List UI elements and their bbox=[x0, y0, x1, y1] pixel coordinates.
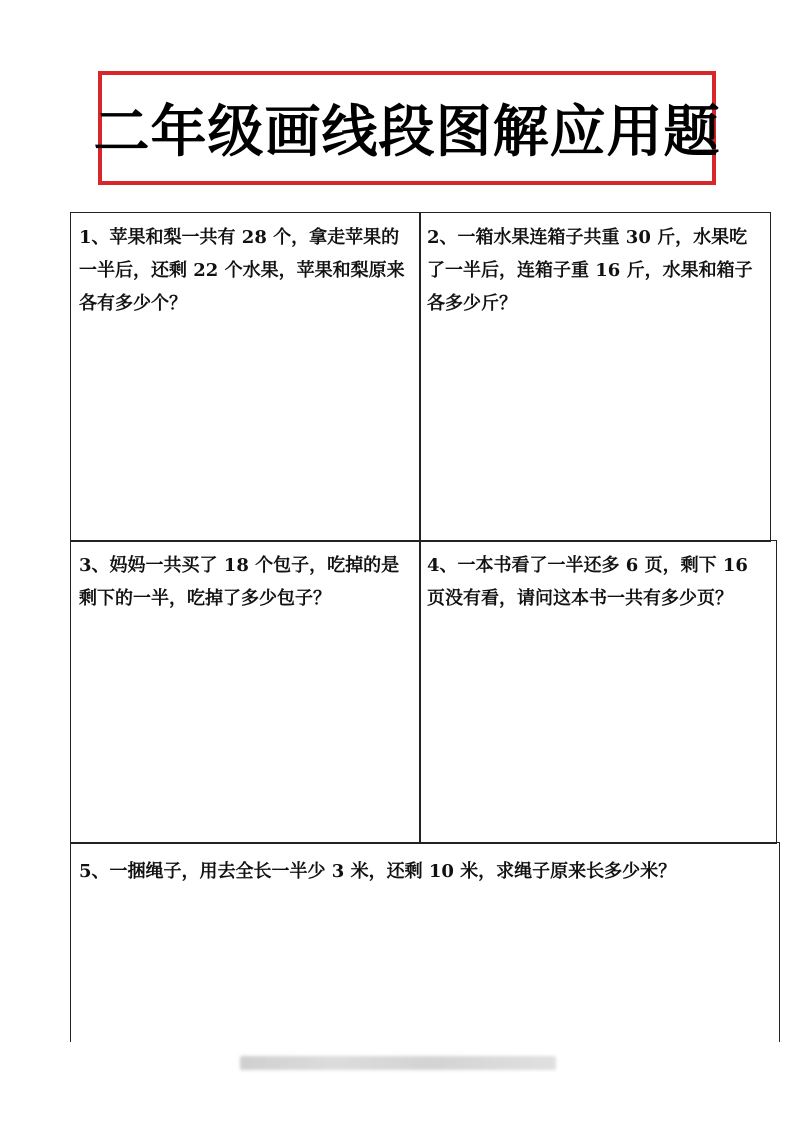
worksheet-grid bbox=[70, 212, 780, 1032]
question-cell-3[interactable] bbox=[70, 540, 421, 844]
title-banner bbox=[93, 71, 721, 185]
page-title: 二年级画线段图解应用题 bbox=[93, 100, 721, 165]
question-cell-2[interactable] bbox=[419, 212, 771, 542]
question-text-5: 5、一捆绳子，用去全长一半少 3 米，还剩 10 米，求绳子原来长多少米？ bbox=[79, 861, 677, 882]
question-cell-5[interactable] bbox=[70, 842, 780, 1042]
question-cell-1[interactable] bbox=[70, 212, 421, 542]
question-text-2: 2、一箱水果连箱子共重 30 斤，水果吃了一半后，连箱子重 16 斤，水果和箱子各多少斤？ bbox=[427, 227, 753, 314]
question-cell-4[interactable] bbox=[419, 540, 777, 844]
question-text-1: 1、苹果和梨一共有 28 个，拿走苹果的一半后，还剩 22 个水果，苹果和梨原来各有多少个？ bbox=[79, 227, 405, 314]
question-text-3: 3、妈妈一共买了 18 个包子，吃掉的是剩下的一半，吃掉了多少包子？ bbox=[79, 555, 400, 609]
blurred-footer-watermark bbox=[240, 1056, 556, 1070]
question-text-4: 4、一本书看了一半还多 6 页，剩下 16 页没有看，请问这本书一共有多少页？ bbox=[427, 555, 748, 609]
